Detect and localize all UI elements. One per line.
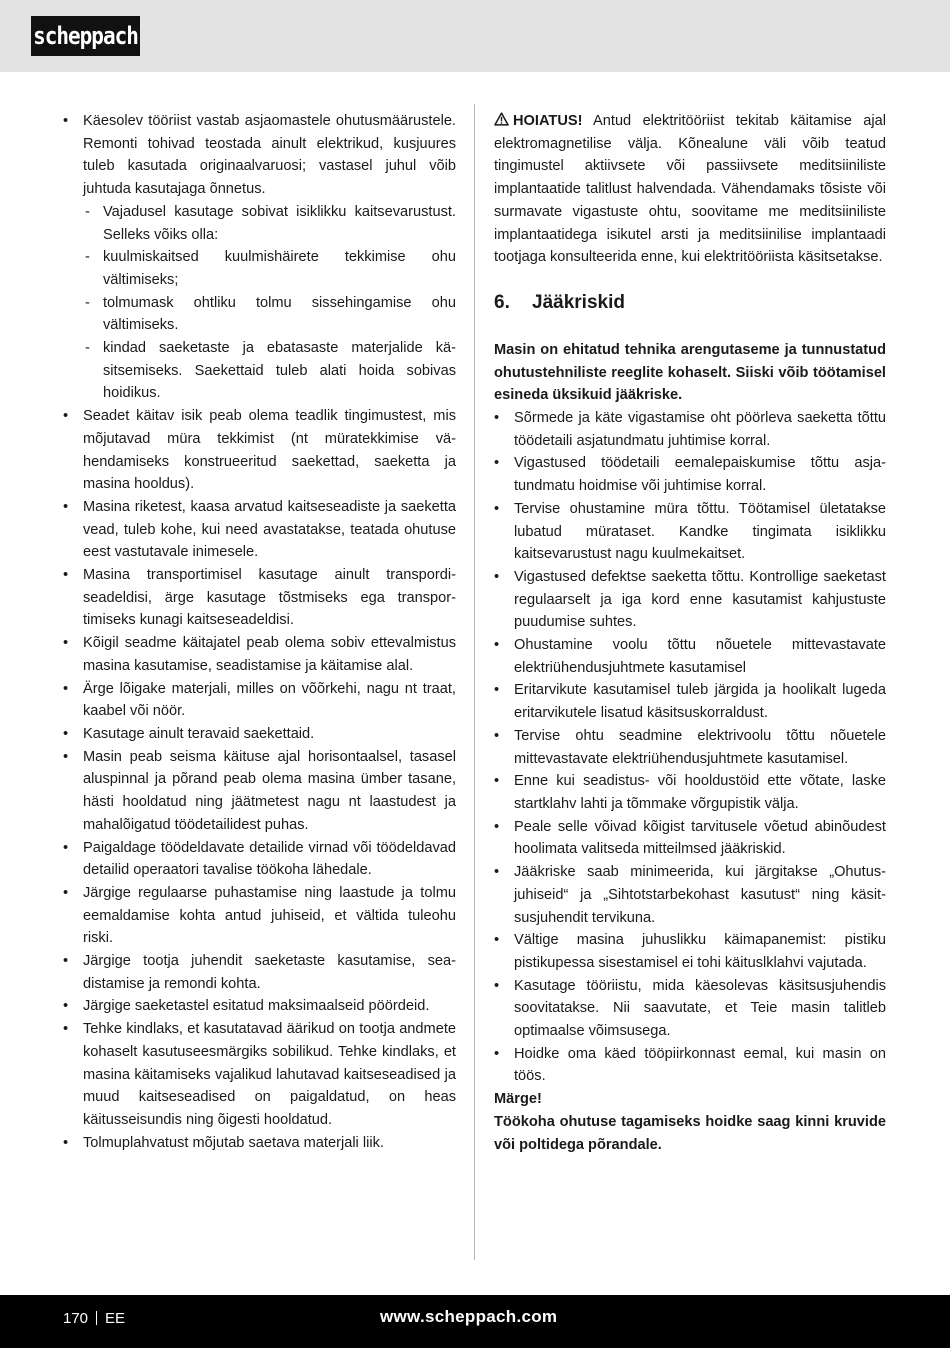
list-item: • Jääkriske saab minimeerida, kui järgitakse „Ohutusjuhiseid“ ja „Sihtotstarbekohast kasutust“ ning käsitsusjuhendit tervikuna. [494, 861, 886, 929]
list-item: • Seadet käitav isik peab olema teadlik tingimustest, mis mõjutavad müra tekkimist (nt müratekkimise vähendamiseks konstrueeritud saekettad, saeketta ja masina hooldus). [63, 405, 456, 496]
note-text: Töökoha ohutuse tagamiseks hoidke saag kinni kruvide või poltidega põrandale. [494, 1113, 886, 1153]
list-item: • Masin peab seisma käituse ajal horisontaalsel, tasasel aluspinnal ja põrand peab olema masina ümber tasane, hästi hooldatud ning jäätmetest nagu nt laastudest ja mahalõigatud töödetailidest puhas. [63, 746, 456, 837]
list-item: • Vigastused töödetaili eemalepaiskumise tõttu asjatundmatu hoidmise või juhtimise korral. [494, 452, 886, 497]
dash-item: - Vajadusel kasutage sobivat isiklikku kaitsevarustust. Selleks võiks olla: [63, 201, 456, 246]
section-title: Jääkriskid [532, 291, 625, 313]
warning-text: Antud elektritööriist tekitab käitamise ajal elektromagnetilise välja. Kõnealune väli võib teatud tingimustel aktiivsete või passiivsete meditsiiniliste implantaatide talitlust halvendada. Vähendamaks tõsiste või surmavate vigastuste ohtu, soovitame me meditsiiniliste implantaatidega isikutel arsti ja meditsiinilise implantaadi tootjaga konsulteerida enne, kui elektritööriista käsitsetakse. [494, 113, 886, 266]
list-item: • Vigastused defektse saeketta tõttu. Kontrollige saeketast regulaarselt ja iga kord enne kasutamist kahjustuste puudumise suhtes. [494, 566, 886, 634]
list-item: • Kasutage ainult teravaid saekettaid. [63, 723, 456, 746]
list-item: • Enne kui seadistus- või hooldustöid ette võtate, laske startklahv lahti ja tõmmake võrgupistik välja. [494, 770, 886, 815]
warning-label: HOIATUS! [513, 113, 583, 129]
header-band [0, 0, 950, 72]
list-item: • Kõigil seadme käitajatel peab olema sobiv ettevalmistus masina kasutamise, seadistamise ja käitamise alal. [63, 632, 456, 677]
page-indicator [63, 1310, 125, 1327]
logo-text: scheppach [33, 22, 138, 50]
website-link[interactable]: www.scheppach.com [380, 1307, 558, 1326]
list-item: • Sõrmede ja käte vigastamise oht pöörleva saeketta tõttu töödetaili asjatundmatu juhtimise korral. [494, 407, 886, 452]
language-code: EE [105, 1310, 126, 1327]
footer-bar [0, 1295, 950, 1348]
section-number: 6. [494, 291, 510, 313]
section-intro: Masin on ehitatud tehnika arengutaseme ja tunnustatud ohutustehniliste reeglite kohaselt. Siiski võib töötamisel esineda üksikuid jääkriske. [494, 341, 886, 404]
footer-separator [96, 1311, 97, 1325]
page-number: 170 [63, 1310, 89, 1327]
list-item: • Ärge lõigake materjali, milles on võõrkehi, nagu nt traat, kaabel või nöör. [63, 678, 456, 723]
list-item: • Järgige tootja juhendit saeketaste kasutamise, seadistamise ja remondi kohta. [63, 950, 456, 995]
list-item: • Tolmuplahvatust mõjutab saetava materjali liik. [63, 1132, 456, 1155]
list-item: • Vältige masina juhuslikku käimapanemist: pistiku pistikupessa sisestamisel ei tohi käituslklahvi vajutada. [494, 929, 886, 974]
list-item: • Käesolev tööriist vastab asjaomastele ohutusmäärustele. Remonti tohivad teostada ainult elektrikud, kusjuures tuleb kasutada originaalvaruosi; vastasel juhul võib juhtuda kasutajaga õnnetus. [63, 110, 456, 201]
list-item: • Järgige regulaarse puhastamise ning laastude ja tolmu eemaldamise kohta antud juhiseid, et vältida tuleohu riski. [63, 882, 456, 950]
list-item: • Järgige saeketastel esitatud maksimaalseid pöördeid. [63, 995, 456, 1018]
list-item: • Kasutage tööriistu, mida käesolevas käsitsusjuhendis soovitatakse. Nii saavutate, et Teie masin talitleb optimaalse võimsusega. [494, 975, 886, 1043]
left-column [63, 110, 456, 1154]
list-item: • Hoidke oma käed tööpiirkonnast eemal, kui masin on töös. [494, 1043, 886, 1088]
list-item: • Eritarvikute kasutamisel tuleb järgida ja hoolikalt lugeda eritarvikutele lisatud käsitsuskorraldust. [494, 679, 886, 724]
warning-triangle-icon [494, 112, 509, 126]
risk-list [494, 407, 886, 1088]
column-divider [474, 104, 475, 1260]
list-item: • Tervise ohustamine müra tõttu. Töötamisel ületatakse lubatud mürataset. Kandke tingimata isiklikku kaitsevarustust nagu kuulmekaitset. [494, 498, 886, 566]
right-column [494, 110, 886, 1156]
list-item: • Tervise ohtu seadmine elektrivoolu tõttu nõuetele mittevastavate elektriühendusjuhtmete kasutamisel. [494, 725, 886, 770]
list-item: • Peale selle võivad kõigist tarvitusele võetud abinõudest hoolimata valitseda mitteilmsed jääkriskid. [494, 816, 886, 861]
note-label: Märge! [494, 1091, 542, 1108]
list-item: • Tehke kindlaks, et kasutatavad äärikud on tootja andmete kohaselt kasutuseesmärgiks sobilikud. Tehke kindlaks, et masina käitamiseks vajalikud lahutavad kaitseseadised ja muud kaitseseadised on paigaldatud, on heas käitusseisundis ning õigesti hooldatud. [63, 1018, 456, 1132]
dash-item: - kuulmiskaitsed kuulmishäirete tekkimise ohu vältimiseks; [63, 246, 456, 291]
brand-logo [31, 16, 140, 56]
list-item: • Masina riketest, kaasa arvatud kaitseseadiste ja saeketta vead, tuleb kohe, kui need avastatakse, teatada ohutuse eest vastutavale inimesele. [63, 496, 456, 564]
list-item: • Ohustamine voolu tõttu nõuetele mittevastavate elektriühendusjuhtmete kasutamisel [494, 634, 886, 679]
dash-item: - tolmumask ohtliku tolmu sissehingamise ohu vältimiseks. [63, 292, 456, 337]
list-item: • Masina transportimisel kasutage ainult transpordiseadeldisi, ärge kasutage tõstmiseks ega transportimiseks kunagi kaitseseadeldisi. [63, 564, 456, 632]
dash-item: - kindad saeketaste ja ebatasaste materjalide käsitsemiseks. Saekettaid tuleb alati hoida sobivas hoidikus. [63, 337, 456, 405]
warning-paragraph [494, 110, 886, 269]
list-item: • Paigaldage töödeldavate detailide virnad või töödeldavad detailid operaatori tavalise töökoha lähedale. [63, 837, 456, 882]
section-heading [494, 291, 886, 315]
